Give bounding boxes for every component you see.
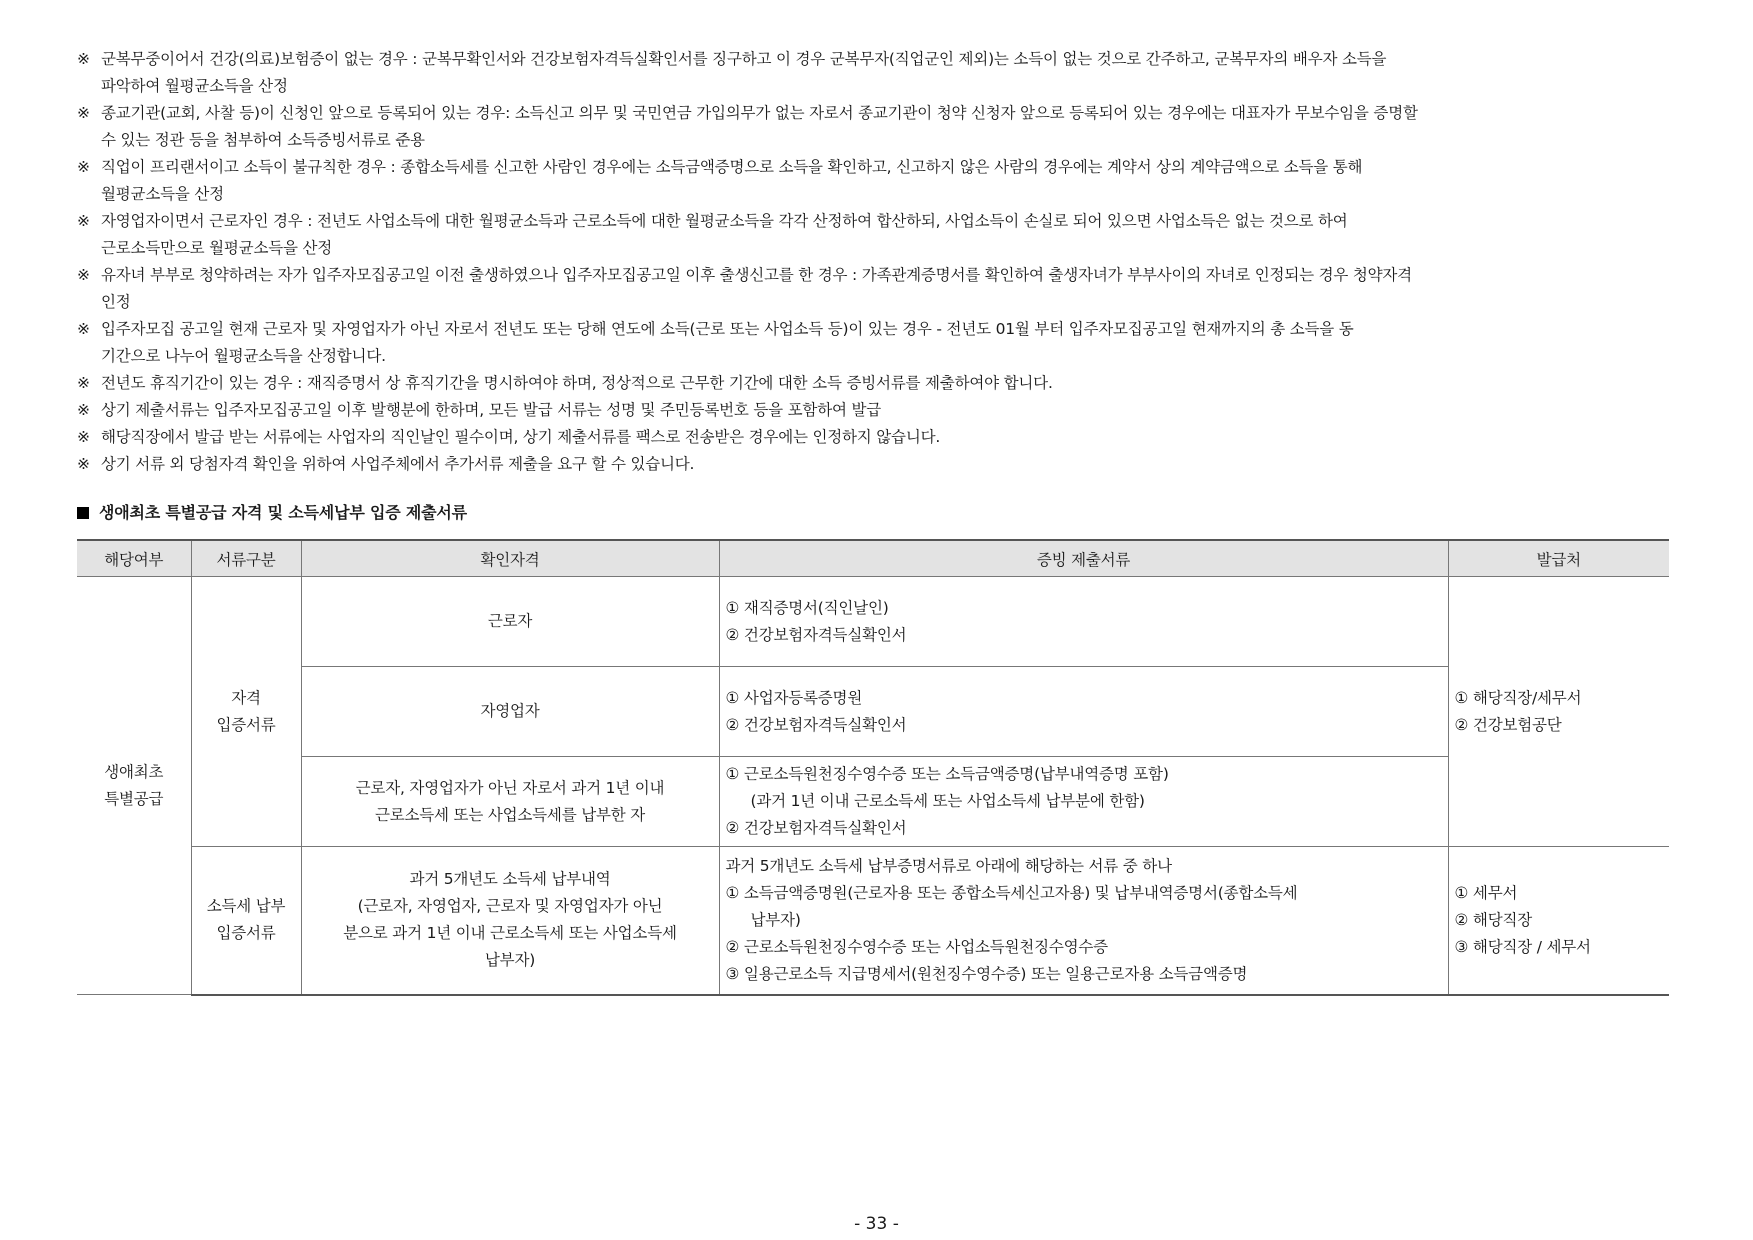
- note-line: 자영업자이면서 근로자인 경우 : 전년도 사업소득에 대한 월평균소득과 근로소득에 대한 월평균소득을 각각 산정하여 합산하되, 사업소득이 손실로 되어 있으면 사업소득은 없는 것으로 하여: [101, 212, 1348, 230]
- issuer-cell: [1448, 847, 1669, 995]
- qualification-cell: [301, 577, 719, 667]
- cell-line: 자격: [231, 688, 261, 707]
- documents-table: [77, 539, 1669, 996]
- cell-line: ③ 해당직장 / 세무서: [1454, 937, 1591, 956]
- note-line: 파악하여 월평균소득을 산정: [101, 77, 288, 95]
- note-item: [77, 397, 1677, 424]
- reference-mark: ※: [77, 374, 90, 392]
- note-line: 군복무중이어서 건강(의료)보험증이 없는 경우 : 군복무확인서와 건강보험자격득실확인서를 징구하고 이 경우 군복무자(직업군인 제외)는 소득이 없는 것으로 간주하고, 군복무자의 배우자 소득을: [101, 50, 1387, 68]
- section-title: [77, 500, 467, 523]
- table-row: [77, 757, 1669, 847]
- cell-line: (근로자, 자영업자, 근로자 및 자영업자가 아닌: [357, 897, 663, 916]
- section-title-text: 생애최초 특별공급 자격 및 소득세납부 입증 제출서류: [99, 503, 467, 522]
- black-square-icon: [77, 507, 89, 519]
- note-line: 입주자모집 공고일 현재 근로자 및 자영업자가 아닌 자로서 전년도 또는 당해 연도에 소득(근로 또는 사업소득 등)이 있는 경우 - 전년도 01월 부터 입주자모집공고일 현재까지의 총 소득을 동: [101, 320, 1354, 338]
- column-header: 확인자격: [301, 540, 719, 577]
- reference-mark: ※: [77, 401, 90, 419]
- note-line: 수 있는 정관 등을 첨부하여 소득증빙서류로 준용: [101, 131, 425, 149]
- eligibility-cell: [77, 577, 191, 995]
- note-line: 상기 제출서류는 입주자모집공고일 이후 발행분에 한하며, 모든 발급 서류는 성명 및 주민등록번호 등을 포함하여 발급: [101, 401, 882, 419]
- documents-cell: [719, 757, 1448, 847]
- cell-line: 자영업자: [480, 702, 540, 720]
- note-item: [77, 208, 1677, 262]
- cell-line: 분으로 과거 1년 이내 근로소득세 또는 사업소득세: [343, 924, 677, 943]
- cell-line: ② 건강보험자격득실확인서: [725, 625, 907, 644]
- note-line: 근로소득만으로 월평균소득을 산정: [101, 239, 333, 257]
- note-item: [77, 46, 1677, 100]
- cell-line: 납부자): [484, 951, 536, 970]
- reference-mark: ※: [77, 455, 90, 473]
- note-line: 종교기관(교회, 사찰 등)이 신청인 앞으로 등록되어 있는 경우: 소득신고 의무 및 국민연금 가입의무가 없는 자로서 종교기관이 청약 신청자 앞으로 등록되어 있는 경우에는 대표자가 무보수임을 증명할: [101, 104, 1418, 122]
- note-item: [77, 154, 1677, 208]
- reference-mark: ※: [77, 104, 90, 122]
- note-item: [77, 100, 1677, 154]
- note-item: [77, 451, 1677, 478]
- note-line: 전년도 휴직기간이 있는 경우 : 재직증명서 상 휴직기간을 명시하여야 하며, 정상적으로 근무한 기간에 대한 소득 증빙서류를 제출하여야 합니다.: [101, 374, 1053, 392]
- note-item: [77, 370, 1677, 397]
- cell-line: 입증서류: [216, 715, 276, 734]
- table-row: [77, 667, 1669, 757]
- cell-line: ① 근로소득원천징수영수증 또는 소득금액증명(납부내역증명 포함): [725, 765, 1169, 783]
- cell-line: 생애최초: [104, 762, 164, 781]
- qualification-cell: [301, 847, 719, 995]
- cell-line: ③ 일용근로소득 지급명세서(원천징수영수증) 또는 일용근로자용 소득금액증명: [725, 964, 1248, 983]
- note-line: 상기 서류 외 당첨자격 확인을 위하여 사업주체에서 추가서류 제출을 요구 할 수 있습니다.: [101, 455, 695, 473]
- issuer-cell: [1448, 577, 1669, 847]
- column-header: 서류구분: [191, 540, 301, 577]
- cell-line: (과거 1년 이내 근로소득세 또는 사업소득세 납부분에 한함): [750, 792, 1145, 810]
- cell-line: ② 건강보험자격득실확인서: [725, 715, 907, 734]
- category-cell: [191, 847, 301, 995]
- cell-line: ① 해당직장/세무서: [1454, 688, 1582, 707]
- cell-line: ① 소득금액증명원(근로자용 또는 종합소득세신고자용) 및 납부내역증명서(종합소득세: [725, 883, 1298, 902]
- cell-line: 근로소득세 또는 사업소득세를 납부한 자: [374, 805, 646, 824]
- reference-mark: ※: [77, 428, 90, 446]
- note-line: 기간으로 나누어 월평균소득을 산정합니다.: [101, 347, 386, 365]
- table-row: [77, 577, 1669, 667]
- note-line: 월평균소득을 산정: [101, 185, 224, 203]
- cell-line: 근로자, 자영업자가 아닌 자로서 과거 1년 이내: [355, 778, 665, 797]
- reference-mark: ※: [77, 266, 90, 284]
- note-line: 인정: [101, 293, 131, 311]
- reference-mark: ※: [77, 212, 90, 230]
- cell-line: ① 사업자등록증명원: [725, 688, 863, 707]
- cell-line: ① 세무서: [1454, 883, 1518, 902]
- cell-line: 소득세 납부: [206, 897, 286, 916]
- cell-line: ② 건강보험자격득실확인서: [725, 819, 907, 837]
- note-item: [77, 262, 1677, 316]
- documents-cell: [719, 667, 1448, 757]
- category-cell: [191, 577, 301, 847]
- cell-line: 과거 5개년도 소득세 납부증명서류로 아래에 해당하는 서류 중 하나: [725, 856, 1172, 875]
- cell-line: ② 건강보험공단: [1454, 715, 1562, 734]
- cell-line: 과거 5개년도 소득세 납부내역: [409, 870, 611, 889]
- cell-line: ① 재직증명서(직인날인): [725, 598, 889, 617]
- documents-cell: [719, 577, 1448, 667]
- note-line: 직업이 프리랜서이고 소득이 불규칙한 경우 : 종합소득세를 신고한 사람인 경우에는 소득금액증명으로 소득을 확인하고, 신고하지 않은 사람의 경우에는 계약서 상의 계약금액으로 소득을 통해: [101, 158, 1363, 176]
- reference-mark: ※: [77, 158, 90, 176]
- page-number: - 33 -: [854, 1214, 899, 1234]
- table-row: [77, 847, 1669, 995]
- reference-mark: ※: [77, 320, 90, 338]
- cell-line: 근로자: [487, 612, 533, 630]
- note-line: 해당직장에서 발급 받는 서류에는 사업자의 직인날인 필수이며, 상기 제출서류를 팩스로 전송받은 경우에는 인정하지 않습니다.: [101, 428, 941, 446]
- qualification-cell: [301, 757, 719, 847]
- cell-line: ② 해당직장: [1454, 910, 1533, 929]
- cell-line: 특별공급: [104, 789, 164, 808]
- table-header-row: [77, 540, 1669, 577]
- note-item: [77, 424, 1677, 451]
- documents-cell: [719, 847, 1448, 995]
- qualification-cell: [301, 667, 719, 757]
- column-header: 발급처: [1448, 540, 1669, 577]
- cell-line: 납부자): [750, 910, 801, 929]
- reference-mark: ※: [77, 50, 90, 68]
- note-line: 유자녀 부부로 청약하려는 자가 입주자모집공고일 이전 출생하였으나 입주자모집공고일 이후 출생신고를 한 경우 : 가족관계증명서를 확인하여 출생자녀가 부부사이의 자녀로 인정되는 경우 청약자격: [101, 266, 1412, 284]
- cell-line: ② 근로소득원천징수영수증 또는 사업소득원천징수영수증: [725, 937, 1108, 956]
- notes-list: [77, 46, 1677, 478]
- column-header: 해당여부: [77, 540, 191, 577]
- column-header: 증빙 제출서류: [719, 540, 1448, 577]
- note-item: [77, 316, 1677, 370]
- cell-line: 입증서류: [216, 924, 276, 943]
